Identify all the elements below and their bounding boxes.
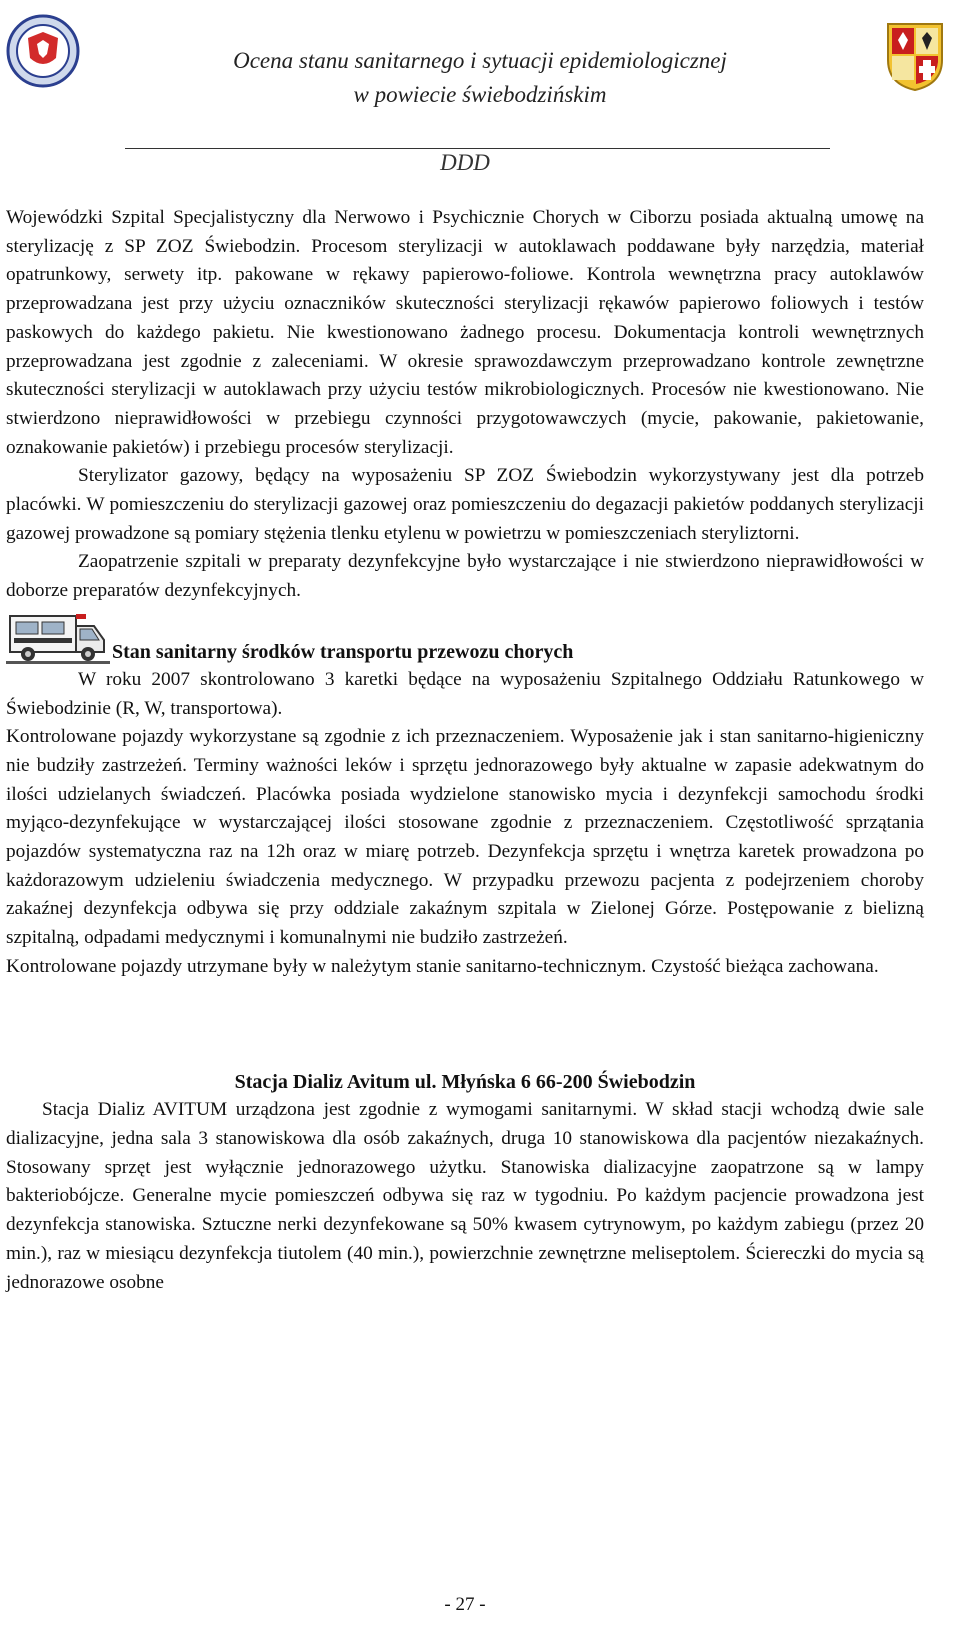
document-title-line1: Ocena stanu sanitarnego i sytuacji epidemiologicznej [233,48,727,73]
page-header [0,0,960,175]
page-number: - 27 - [444,1594,486,1615]
transport-section-heading-row [6,606,924,666]
ambulance-icon [6,610,110,666]
header-divider [125,148,830,149]
paragraph-sterilization: Wojewódzki Szpital Specjalistyczny dla Nerwowo i Psychicznie Chorych w Ciborzu posiada aktualną umowę na sterylizację z SP ZOZ Świebodzin. Procesom sterylizacji w autoklawach poddawane były narzędzia, materiał opatrunkowy, serwety itp. pakowane w rękawy papierowo-foliowe. Kontrola wewnętrzna pracy autoklawów przeprowadzana jest przy użyciu oznaczników skuteczności sterylizacji rękawów papierowo foliowych i testów paskowych do każdego pakietu. Nie kwestionowano żadnego procesu. Dokumentacja kontroli wewnętrznych przeprowadzana jest zgodnie z zaleceniami. W okresie sprawozdawczym przeprowadzano kontrole zewnętrzne skuteczności sterylizacji w autoklawach przy użyciu testów mikrobiologicznych. Procesów nie kwestionowano. Nie stwierdzono nieprawidłowości w przebiegu czynności przygotowawczych (mycie, pakowanie, pakietowanie, oznakowanie pakietów) i przebiegu procesów sterylizacji. [6,207,924,458]
paragraph-gas-sterilizer: Sterylizator gazowy, będący na wyposażeniu SP ZOZ Świebodzin wykorzystywany jest dla potrzeb placówki. W pomieszczeniu do sterylizacji gazowej oraz pomieszczeniu do degazacji pakietów poddanych sterylizacji gazowej prowadzone są pomiary stężenia tlenku etylenu w powietrzu w pomieszczeniach steryliztorni. [6,465,924,544]
section-heading-transport: Stan sanitarny środków transportu przewozu chorych [112,640,574,663]
sanepid-emblem-icon [6,14,80,88]
section-spacer [6,982,924,1068]
paragraph-vehicles-condition: Kontrolowane pojazdy wykorzystane są zgodnie z ich przeznaczeniem. Wyposażenie jak i stan sanitarno-higieniczny nie budziły zastrzeżeń. Terminy ważności leków i sprzętu jednorazowego były aktualne w zapasie adekwatnym do ilości udzielanych świadczeń. Placówka posiada wydzielone stanowisko mycia i dezynfekcji samochodu środki myjąco-dezynfekujące w wystarczającej ilości stosowane zgodnie z przeznaczeniem. Częstotliwość sprzątania pojazdów systematyczna raz na 12h oraz w miarę potrzeb. Dezynfekcja sprzętu i wnętrza karetek prowadzona po każdorazowym udzieleniu świadczenia medycznego. W przypadku przewozu pacjenta z podejrzeniem choroby zakaźnej dezynfekcja odbywa się przy oddziale zakaźnym szpitala w Zielonej Górze. Postępowanie z bielizną szpitalną, odpadami medycznymi i komunalnymi nie budziło zastrzeżeń. [6,726,924,949]
paragraph-ambulances-checked: W roku 2007 skontrolowano 3 karetki będące na wyposażeniu Szpitalnego Oddziału Ratunkowego w Świebodzinie (R, W, transportowa). [6,668,924,719]
document-body [6,204,924,1297]
section-heading-dialysis: Stacja Dializ Avitum ul. Młyńska 6 66-200 Świebodzin [234,1070,696,1093]
paragraph-disinfectants: Zaopatrzenie szpitali w preparaty dezynfekcyjne było wystarczające i nie stwierdzono nieprawidłowości w doborze preparatów dezynfekcyjnych. [6,551,924,602]
coat-of-arms-icon [884,20,946,92]
paragraph-dialysis-station: Stacja Dializ AVITUM urządzona jest zgodnie z wymogami sanitarnymi. W skład stacji wchodzą dwie sale dializacyjne, jedna sala 3 stanowiskowa dla osób zakaźnych, druga 10 stanowiskowa dla pacjentów niezakaźnych. Stosowany sprzęt jest wyłącznie jednorazowego użytku. Stanowiska dializacyjne zaopatrzone są w lampy bakteriobójcze. Generalne mycie pomieszczeń odbywa się raz w tygodniu. Po każdym pacjencie prowadzona jest dezynfekcja stanowiska. Sztuczne nerki dezynfekowane są 50% kwasem cytrynowym, po każdym zabiegu (przez 20 min.), raz w miesiącu dezynfekcja tiutolem (40 min.), powierzchnie zewnętrzne meliseptolem. Ściereczki do mycia są jednorazowe osobne [6,1099,924,1293]
paragraph-vehicles-summary: Kontrolowane pojazdy utrzymane były w należytym stanie sanitarno-technicznym. Czystość bieżąca zachowana. [6,955,879,977]
document-title-line2: w powiecie świebodzińskim [353,82,607,107]
section-subtitle: DDD [440,150,490,175]
